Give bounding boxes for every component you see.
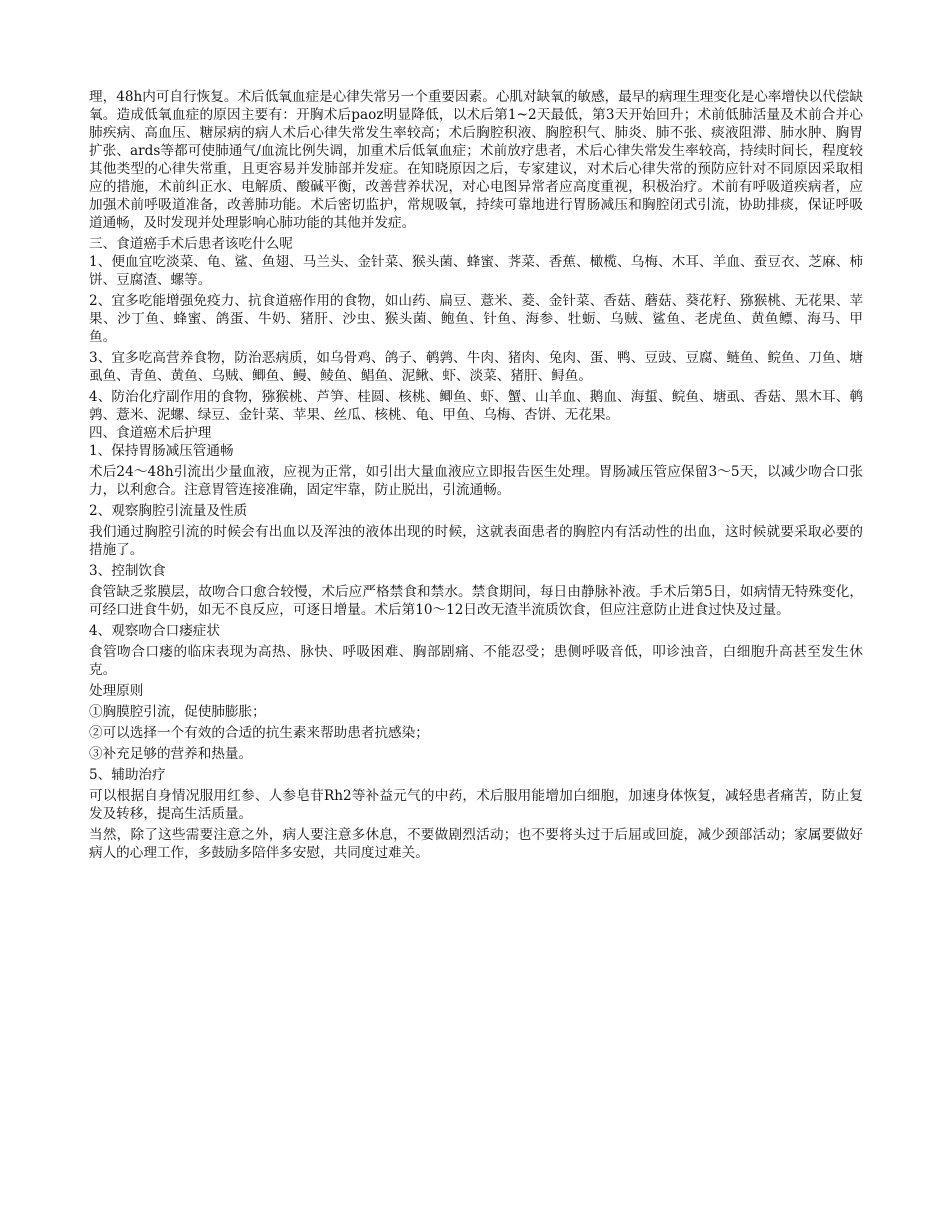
treatment-principle-1: ①胸膜腔引流，促使肺膨胀；: [89, 704, 266, 720]
care-heading-2: 2、观察胸腔引流量及性质: [89, 503, 248, 519]
care-heading-4: 4、观察吻合口瘘症状: [89, 623, 220, 639]
diet-item-3: 3、宜多吃高营养食物，防治恶病质，如乌骨鸡、鸽子、鹌鹑、牛肉、猪肉、兔肉、蛋、鸭、豆豉、豆腐、鲢鱼、鲩鱼、刀鱼、塘虱鱼、青鱼、黄鱼、乌贼、鲫鱼、鳗、鲮鱼、鲳鱼、泥鳅、虾、淡菜、猪肝、鲟鱼。: [89, 350, 863, 384]
paragraph-hypoxemia: 理，48h内可自行恢复。术后低氧血症是心律失常另一个重要因素。心肌对缺氧的敏感，最早的病理生理变化是心率增快以代偿缺氧。造成低氧血症的原因主要有：开胸术后paoz明显降低，以术后第1~2天最低，第3天开始回升；术前低肺活量及术前合并心肺疾病、高血压、糖尿病的病人术后心律失常发生率较高；术后胸腔积液、胸腔积气、肺炎、肺不张、痰液阻滞、肺水肿、胸胃扩张、ards等都可使肺通气/血流比例失调，加重术后低氧血症；术前放疗患者，术后心律失常发生率较高，持续时间长，程度较其他类型的心律失常重，且更容易并发肺部并发症。在知晓原因之后，专家建议，对术后心律失常的预防应针对不同原因采取相应的措施，术前纠正水、电解质、酸碱平衡，改善营养状况，对心电图异常者应高度重视，积极治疗。术前有呼吸道疾病者，应加强术前呼吸道准备，改善肺功能。术后密切监护，常规吸氧，持续可靠地进行胃肠减压和胸腔闭式引流，协助排痰，保证呼吸道通畅，及时发现并处理影响心肺功能的其他并发症。: [89, 89, 863, 231]
diet-item-1: 1、便血宜吃淡菜、龟、鲨、鱼翅、马兰头、金针菜、猴头菌、蜂蜜、荠菜、香蕉、橄榄、乌梅、木耳、羊血、蚕豆衣、芝麻、柿饼、豆腐渣、螺等。: [89, 254, 863, 288]
care-paragraph-5: 可以根据自身情况服用红参、人参皂苷Rh2等补益元气的中药，术后服用能增加白细胞，加速身体恢复，减轻患者痛苦，防止复发及转移，提高生活质量。: [89, 788, 863, 822]
care-paragraph-2: 我们通过胸腔引流的时候会有出血以及浑浊的液体出现的时候，这就表面患者的胸腔内有活动性的出血，这时候就要采取必要的措施了。: [89, 524, 863, 558]
treatment-principles-heading: 处理原则: [89, 683, 144, 699]
treatment-principle-2: ②可以选择一个有效的合适的抗生素来帮助患者抗感染；: [89, 725, 429, 741]
closing-paragraph: 当然，除了这些需要注意之外，病人要注意多休息，不要做剧烈活动；也不要将头过于后屈或回旋，减少颈部活动；家属要做好病人的心理工作，多鼓励多陪伴多安慰，共同度过难关。: [89, 827, 863, 861]
care-paragraph-1: 术后24～48h引流出少量血液，应视为正常，如引出大量血液应立即报告医生处理。胃肠减压管应保留3～5天，以减少吻合口张力，以利愈合。注意胃管连接准确，固定牢靠，防止脱出，引流通畅。: [89, 464, 863, 498]
care-paragraph-4: 食管吻合口瘘的临床表现为高热、脉快、呼吸困难、胸部剧痛、不能忍受；患侧呼吸音低，叩诊浊音，白细胞升高甚至发生休克。: [89, 644, 863, 678]
care-heading-1: 1、保持胃肠减压管通畅: [89, 443, 234, 459]
care-paragraph-3: 食管缺乏浆膜层，故吻合口愈合较慢，术后应严格禁食和禁水。禁食期间，每日由静脉补液。手术后第5日，如病情无特殊变化，可经口进食牛奶，如无不良反应，可逐日增量。术后第10～12日改无渣半流质饮食，但应注意防止进食过快及过量。: [89, 584, 863, 618]
care-heading-5: 5、辅助治疗: [89, 767, 166, 783]
diet-item-2: 2、宜多吃能增强免疫力、抗食道癌作用的食物，如山药、扁豆、薏米、菱、金针菜、香菇、蘑菇、葵花籽、猕猴桃、无花果、苹果、沙丁鱼、蜂蜜、鸽蛋、牛奶、猪肝、沙虫、猴头菌、鲍鱼、针鱼、海参、牡蛎、乌贼、鲨鱼、老虎鱼、黄鱼鳔、海马、甲鱼。: [89, 293, 863, 345]
treatment-principle-3: ③补充足够的营养和热量。: [89, 746, 253, 762]
section-heading-care: 四、食道癌术后护理: [89, 425, 212, 441]
article-body: [89, 88, 863, 862]
care-heading-3: 3、控制饮食: [89, 563, 166, 579]
section-heading-diet: 三、食道癌手术后患者该吃什么呢: [89, 236, 293, 252]
diet-item-4: 4、防治化疗副作用的食物，猕猴桃、芦笋、桂圆、核桃、鲫鱼、虾、蟹、山羊血、鹅血、海蜇、鲩鱼、塘虱、香菇、黑木耳、鹌鹑、薏米、泥螺、绿豆、金针菜、苹果、丝瓜、核桃、龟、甲鱼、乌梅、杏饼、无花果。: [89, 389, 863, 423]
